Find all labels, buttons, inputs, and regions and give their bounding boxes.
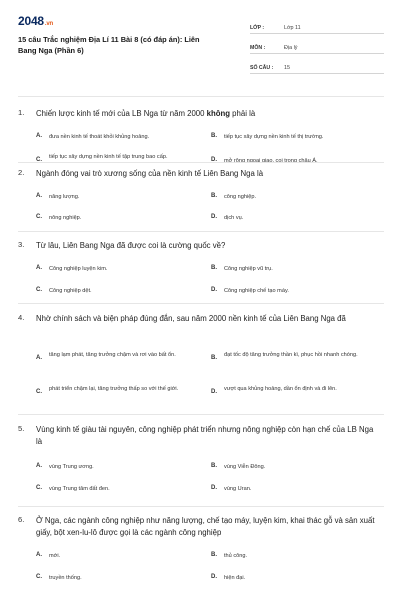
question-5: 5. Vùng kinh tế giàu tài nguyên, công nghiệp phát triển nhưng nông nghiệp còn hạn chế của LB Nga là A. vùng Trung ương. B. vùng Viễn Đông. C. vùng Trung tâm đất đen. D. vùng Uran. [18,424,384,499]
page-title: 15 câu Trắc nghiệm Địa Lí 11 Bài 8 (có đáp án): Liên Bang Nga (Phần 6) [18,35,200,55]
meta-row-subject [250,38,384,54]
question-6: 6. Ở Nga, các ngành công nghiệp như năng lượng, chế tạo máy, luyện kim, khai thác gỗ và sản xuất giấy, bột xen-lu-lô được gọi là các ngành công nghiệp A. mới. B. thủ công. C. truyền thống. D. hiện đại. [18,515,384,595]
question-number: 4. [18,313,25,322]
question-text: Từ lâu, Liên Bang Nga đã được coi là cường quốc về? [36,241,226,250]
logo-tld: .vn [44,21,53,27]
meta-value: Lớp 11 [284,25,301,31]
question-text: Vùng kinh tế giàu tài nguyên, công nghiệp phát triển nhưng nông nghiệp còn hạn chế của LB Nga là [36,425,374,446]
worksheet-header [18,12,384,80]
divider [18,506,384,507]
logo-main: 2048 [18,14,44,28]
divider [18,414,384,415]
question-number: 2. [18,168,25,177]
meta-row-count [250,58,384,74]
divider [18,303,384,304]
meta-value: 15 [284,65,290,71]
divider [18,96,384,97]
divider [18,162,384,163]
question-3: 3. Từ lâu, Liên Bang Nga đã được coi là cường quốc về? A. Công nghiệp luyện kim. B. Công nghiệp vũ trụ. C. Công nghiệp dệt. D. Công nghiệp chế tạo máy. [18,240,384,300]
question-number: 6. [18,515,25,524]
question-text: Ngành đóng vai trò xương sống của nền kinh tế Liên Bang Nga là [36,169,264,178]
question-number: 1. [18,108,25,117]
question-text: Nhờ chính sách và biện pháp đúng đắn, sau năm 2000 nền kinh tế của Liên Bang Nga đã [36,314,346,323]
question-text: Ở Nga, các ngành công nghiệp như năng lượng, chế tạo máy, luyện kim, khai thác gỗ và sản xuất giấy, bột xen-lu-lô được gọi là các ngành công nghiệp [36,516,375,537]
question-text: Chiến lược kinh tế mới của LB Nga từ năm 2000 không phải là [36,109,256,118]
question-4: 4. Nhờ chính sách và biện pháp đúng đắn, sau năm 2000 nền kinh tế của Liên Bang Nga đã A. tăng lạm phát, tăng trưởng chậm và rơi vào bất ổn. B. đạt tốc độ tăng trưởng thần kì, phục hồi nhanh chóng. C. phát triển chậm lại, tăng trưởng thấp so với thế giới. D. vượt qua khủng hoảng, dần ổn định và đi lên. [18,313,384,413]
meta-label: MÔN : [250,45,266,51]
divider [18,231,384,232]
site-logo[interactable] [18,14,53,28]
meta-row-class [250,18,384,34]
question-number: 5. [18,424,25,433]
question-1: 1. Chiến lược kinh tế mới của LB Nga từ năm 2000 không phải là A. đưa nền kinh tế thoát khỏi khủng hoảng. B. tiếp tục xây dựng nền kinh tế thị trường. C. tiếp tục xây dựng nền kinh tế tập trung bao cấp. D. mở rộng ngoại giao, coi trọng châu Á. [18,108,384,160]
meta-label: LỚP : [250,25,265,31]
question-number: 3. [18,240,25,249]
meta-label: SỐ CÂU : [250,65,274,71]
worksheet-meta [250,18,384,78]
question-2: 2. Ngành đóng vai trò xương sống của nền kinh tế Liên Bang Nga là A. năng lượng. B. công nghiệp. C. nông nghiệp. D. dịch vụ. [18,168,384,228]
meta-value: Địa lý [284,45,298,51]
